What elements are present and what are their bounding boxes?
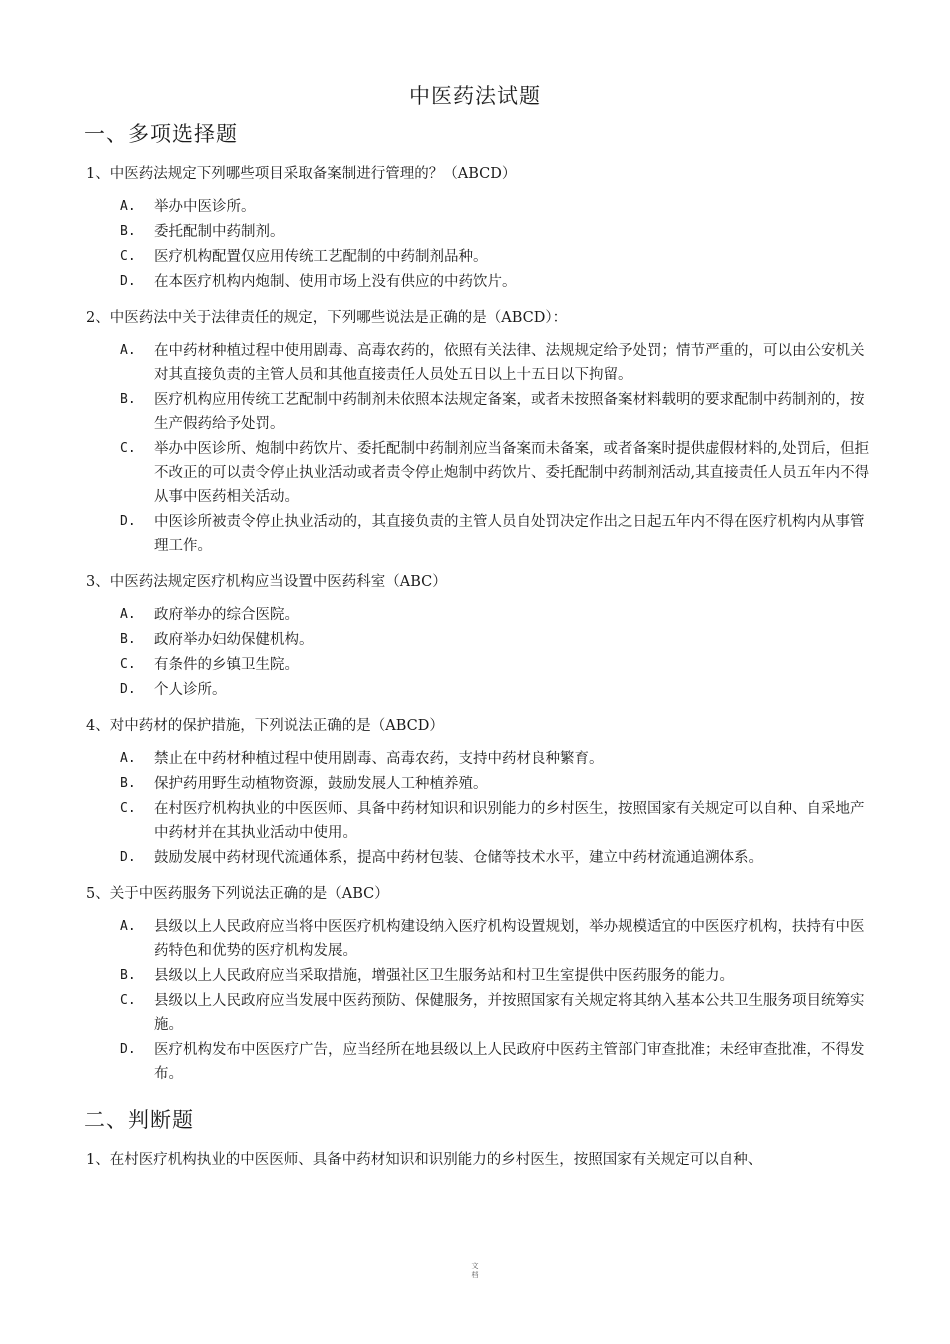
section — [86, 118, 876, 1086]
option-text: 委托配制中药制剂。 — [154, 224, 285, 240]
option-item — [120, 964, 876, 988]
option-list — [120, 915, 876, 1086]
section-heading: 二、判断题 — [84, 1108, 194, 1132]
option-text: 在村医疗机构执业的中医医师、具备中药材知识和识别能力的乡村医生，按照国家有关规定可以自种、自采地产中药材并在其执业活动中使用。 — [154, 801, 865, 841]
option-text: 鼓励发展中药材现代流通体系，提高中药材包装、仓储等技术水平，建立中药材流通追溯体系。 — [154, 850, 763, 866]
option-text: 保护药用野生动植物资源，鼓励发展人工种植养殖。 — [154, 776, 488, 792]
question-text: 3、中医药法规定医疗机构应当设置中医药科室（ABC） — [86, 574, 447, 590]
option-letter: C. — [120, 249, 136, 264]
option-item — [120, 1038, 876, 1086]
question-text: 1、中医药法规定下列哪些项目采取备案制进行管理的？（ABCD） — [86, 166, 517, 182]
option-letter: D. — [120, 682, 136, 697]
option-letter: D. — [120, 1042, 136, 1057]
option-letter: A. — [120, 343, 136, 358]
option-text: 个人诊所。 — [154, 682, 227, 698]
option-item — [120, 846, 876, 870]
option-text: 举办中医诊所。 — [154, 199, 256, 215]
option-letter: A. — [120, 607, 136, 622]
option-text: 在本医疗机构内炮制、使用市场上没有供应的中药饮片。 — [154, 274, 517, 290]
option-list — [120, 747, 876, 870]
option-text: 政府举办的综合医院。 — [154, 607, 299, 623]
option-item — [120, 747, 876, 771]
footer-line-1: 文 — [471, 1262, 479, 1270]
option-letter: B. — [120, 968, 136, 983]
option-text: 医疗机构发布中医医疗广告，应当经所在地县级以上人民政府中医药主管部门审查批准；未经审查批准，不得发布。 — [154, 1042, 865, 1082]
option-item — [120, 772, 876, 796]
option-letter: A. — [120, 199, 136, 214]
option-item — [120, 437, 876, 509]
option-letter: D. — [120, 514, 136, 529]
option-letter: C. — [120, 441, 136, 456]
question-text: 1、在村医疗机构执业的中医医师、具备中药材知识和识别能力的乡村医生，按照国家有关规定可以自种、 — [86, 1152, 763, 1168]
option-list — [120, 603, 876, 702]
footer-line-2: 档 — [471, 1271, 479, 1279]
option-letter: D. — [120, 274, 136, 289]
option-letter: B. — [120, 632, 136, 647]
option-letter: A. — [120, 751, 136, 766]
option-text: 中医诊所被责令停止执业活动的，其直接负责的主管人员自处罚决定作出之日起五年内不得在医疗机构内从事管理工作。 — [154, 514, 865, 554]
option-text: 举办中医诊所、炮制中药饮片、委托配制中药制剂应当备案而未备案，或者备案时提供虚假材料的,处罚后，但拒不改正的可以责令停止执业活动或者责令停止炮制中药饮片、委托配制中药制剂活动,其直接责任人员五年内不得从事中医药相关活动。 — [154, 441, 870, 505]
option-item — [120, 245, 876, 269]
option-item — [120, 270, 876, 294]
option-letter: C. — [120, 993, 136, 1008]
option-text: 有条件的乡镇卫生院。 — [154, 657, 299, 673]
option-list — [120, 339, 876, 558]
option-item — [120, 989, 876, 1037]
option-item — [120, 220, 876, 244]
option-text: 县级以上人民政府应当发展中医药预防、保健服务，并按照国家有关规定将其纳入基本公共卫生服务项目统筹实施。 — [154, 993, 865, 1033]
option-item — [120, 339, 876, 387]
section — [86, 1104, 876, 1172]
option-text: 政府举办妇幼保健机构。 — [154, 632, 314, 648]
option-item — [120, 797, 876, 845]
option-letter: D. — [120, 850, 136, 865]
option-text: 医疗机构配置仅应用传统工艺配制的中药制剂品种。 — [154, 249, 488, 265]
option-text: 禁止在中药材种植过程中使用剧毒、高毒农药，支持中药材良种繁育。 — [154, 751, 604, 767]
question-text: 5、关于中医药服务下列说法正确的是（ABC） — [86, 886, 389, 902]
option-item — [120, 603, 876, 627]
option-letter: B. — [120, 776, 136, 791]
option-letter: A. — [120, 919, 136, 934]
option-item — [120, 195, 876, 219]
option-text: 医疗机构应用传统工艺配制中药制剂未依照本法规定备案，或者未按照备案材料载明的要求配制中药制剂的，按生产假药给予处罚。 — [154, 392, 865, 432]
option-letter: C. — [120, 801, 136, 816]
option-item — [120, 915, 876, 963]
option-item — [120, 510, 876, 558]
document-body — [86, 118, 876, 1181]
option-letter: B. — [120, 392, 136, 407]
option-text: 县级以上人民政府应当将中医医疗机构建设纳入医疗机构设置规划，举办规模适宜的中医医疗机构，扶持有中医药特色和优势的医疗机构发展。 — [154, 919, 865, 959]
option-item — [120, 678, 876, 702]
section-heading: 一、多项选择题 — [84, 122, 238, 146]
page-title: 中医药法试题 — [409, 84, 541, 108]
option-text: 县级以上人民政府应当采取措施，增强社区卫生服务站和村卫生室提供中医药服务的能力。 — [154, 968, 734, 984]
page-footer — [0, 1262, 950, 1280]
option-text: 在中药材种植过程中使用剧毒、高毒农药的，依照有关法律、法规规定给予处罚；情节严重的，可以由公安机关对其直接负责的主管人员和其他直接责任人员处五日以上十五日以下拘留。 — [154, 343, 865, 383]
question-text: 4、对中药材的保护措施，下列说法正确的是（ABCD） — [86, 718, 444, 734]
option-item — [120, 388, 876, 436]
option-letter: B. — [120, 224, 136, 239]
question-text: 2、中医药法中关于法律责任的规定，下列哪些说法是正确的是（ABCD）： — [86, 310, 568, 326]
option-item — [120, 628, 876, 652]
option-item — [120, 653, 876, 677]
option-list — [120, 195, 876, 294]
option-letter: C. — [120, 657, 136, 672]
